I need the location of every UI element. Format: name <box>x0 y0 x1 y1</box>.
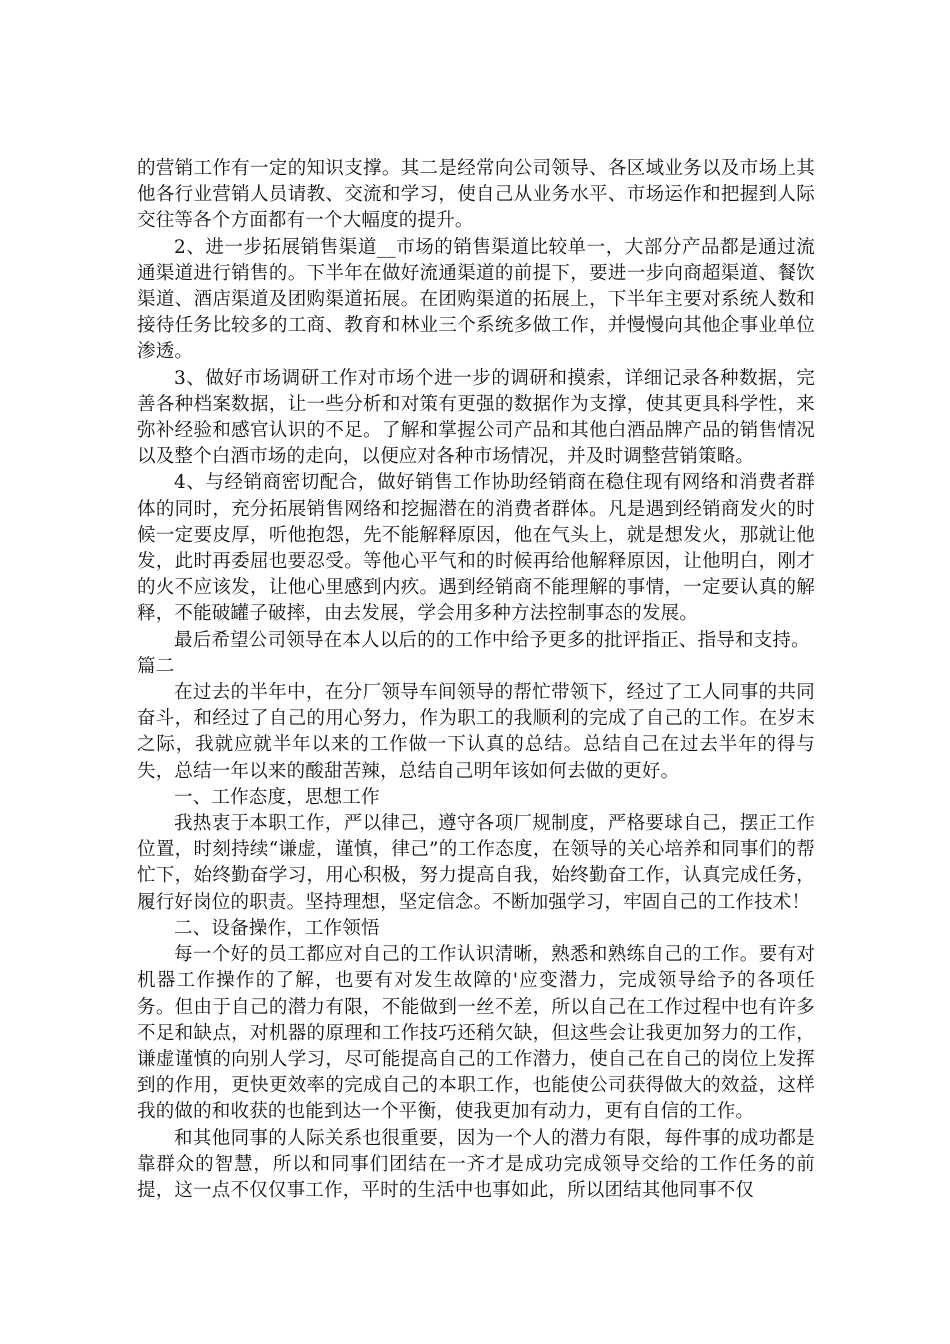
paragraph-2: 2、进一步拓展销售渠道__市场的销售渠道比较单一，大部分产品都是通过流通渠道进行销售的。下半年在做好流通渠道的前提下，要进一步向商超渠道、餐饮渠道、酒店渠道及团购渠道拓展。在团购渠道的拓展上，下半年主要对系统人数和接待任务比较多的工商、教育和林业三个系统多做工作，并慢慢向其他企事业单位渗透。 <box>137 236 815 363</box>
paragraph-7: 我热衷于本职工作，严以律己，遵守各项厂规制度，严格要球自己，摆正工作位置，时刻持续“谦虚，谨慎，律己”的工作态度，在领导的关心培养和同事们的帮忙下，始终勤奋学习，用心积极，努力提高自我，始终勤奋工作，认真完成任务，履行好岗位的职责。坚持理想，坚定信念。不断加强学习，牢固自己的工作技术！ <box>137 813 815 913</box>
paragraph-6: 在过去的半年中，在分厂领导车间领导的帮忙带领下，经过了工人同事的共同奋斗，和经过了自己的用心努力，作为职工的我顺利的完成了自己的工作。在岁末之际，我就应就半年以来的工作做一下认真的总结。总结自己在过去半年的得与失，总结一年以来的酸甜苦辣，总结自己明年该如何去做的更好。 <box>137 682 815 782</box>
paragraph-5: 最后希望公司领导在本人以后的的工作中给予更多的批评指正、指导和支持。 <box>174 629 810 651</box>
subheading-equipment-operation: 二、设备操作，工作领悟 <box>174 917 380 939</box>
paragraph-3: 3、做好市场调研工作对市场个进一步的调研和摸索，详细记录各种数据，完善各种档案数据，让一些分析和对策有更强的数据作为支撑，使其更具科学性，来弥补经验和感官认识的不足。了解和掌握公司产品和其他白酒品牌产品的销售情况以及整个白酒市场的走向，以便应对各种市场情况，并及时调整营销策略。 <box>137 367 815 468</box>
paragraph-9: 和其他同事的人际关系也很重要，因为一个人的潜力有限，每件事的成功都是靠群众的智慧，所以和同事们团结在一齐才是成功完成领导交给的工作任务的前提，这一点不仅仅事工作，平时的生活中也事如此，所以团结其他同事不仅 <box>137 1127 815 1201</box>
paragraph-1: 的营销工作有一定的知识支撑。其二是经常向公司领导、各区域业务以及市场上其他各行业营销人员请教、交流和学习，使自己从业务水平、市场运作和把握到人际交往等各个方面都有一个大幅度的提升。 <box>137 158 815 232</box>
subheading-work-attitude: 一、工作态度，思想工作 <box>174 786 380 808</box>
document-body <box>137 156 815 1204</box>
paragraph-4: 4、与经销商密切配合，做好销售工作协助经销商在稳住现有网络和消费者群体的同时，充分拓展销售网络和挖掘潜在的消费者群体。凡是遇到经销商发火的时候一定要皮厚，听他抱怨，先不能解释原因，他在气头上，就是想发火，那就让他发，此时再委屈也要忍受。等他心平气和的时候再给他解释原因，让他明白，刚才的火不应该发，让他心里感到内疚。遇到经销商不能理解的事情，一定要认真的解释，不能破罐子破摔，由去发展，学会用多种方法控制事态的发展。 <box>137 472 815 625</box>
paragraph-8: 每一个好的员工都应对自己的工作认识清晰，熟悉和熟练自己的工作。要有对机器工作操作的了解，也要有对发生故障的'应变潜力，完成领导给予的各项任务。但由于自己的潜力有限，不能做到一丝不差，所以自己在工作过程中也有许多不足和缺点，对机器的原理和工作技巧还稍欠缺，但这些会让我更加努力的工作，谦虚谨慎的向别人学习，尽可能提高自己的工作潜力，使自己在自己的岗位上发挥到的作用，更快更效率的完成自己的本职工作，也能使公司获得做大的效益，这样我的做的和收获的也能到达一个平衡，使我更加有动力，更有自信的工作。 <box>137 944 815 1123</box>
section-heading-part-two: 篇二 <box>137 655 175 677</box>
